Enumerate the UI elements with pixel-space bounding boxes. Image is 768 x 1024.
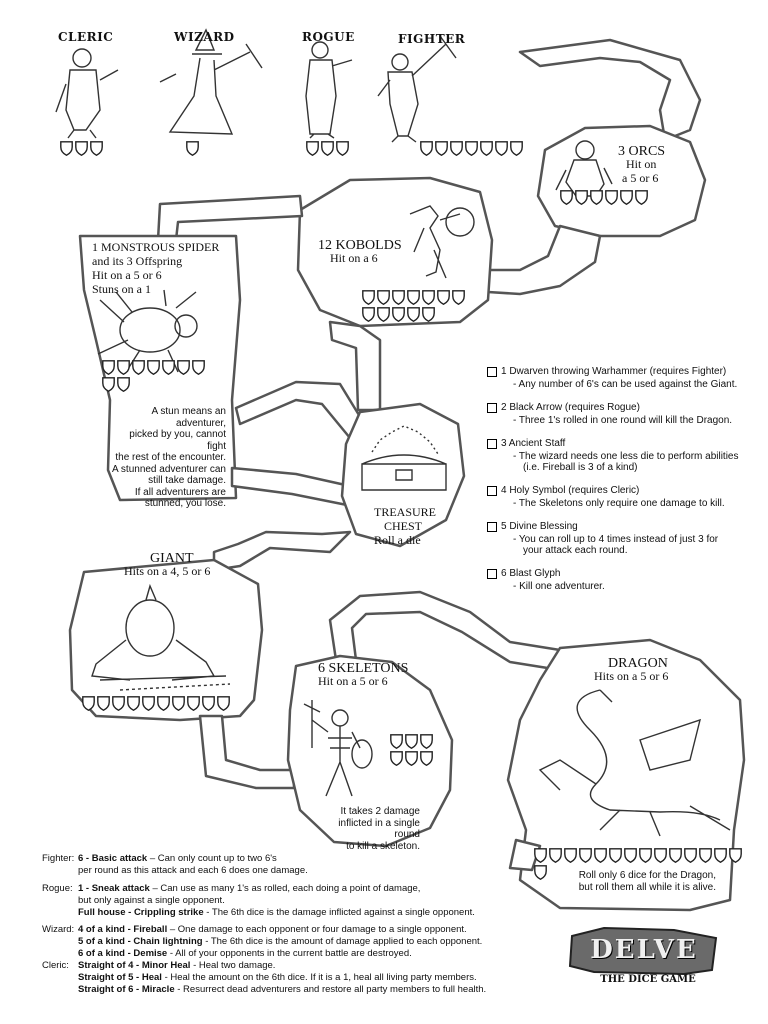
shield-icon[interactable] bbox=[714, 848, 727, 863]
cleric-abilities: Cleric: Straight of 4 - Minor Heal - Heal two damage. Straight of 5 - Heal - Heal the amount on the 6th dice. If it is a 1, heal all living party members. Straight of 6 - Miracle - Resurrect dead adventurers and restore all party members to full health. bbox=[42, 960, 487, 995]
shield-icon[interactable] bbox=[392, 290, 405, 305]
spider-hit-line: Hit on a 5 or 6 bbox=[92, 268, 162, 282]
checkbox[interactable] bbox=[487, 569, 497, 579]
treasure-title-line2: CHEST bbox=[384, 519, 423, 533]
shield-icon[interactable] bbox=[362, 307, 375, 322]
corridor-top bbox=[520, 40, 700, 140]
shield-icon[interactable] bbox=[620, 190, 633, 205]
shield-icon[interactable] bbox=[142, 696, 155, 711]
rogue-health-shields bbox=[306, 141, 349, 156]
shield-icon[interactable] bbox=[132, 360, 145, 375]
shield-icon[interactable] bbox=[390, 751, 403, 766]
shield-icon[interactable] bbox=[564, 848, 577, 863]
kobolds-health-shields bbox=[362, 290, 468, 322]
shield-icon[interactable] bbox=[127, 696, 140, 711]
spider-title: 1 MONSTROUS SPIDER bbox=[92, 240, 220, 254]
hero-name-cleric: CLERIC bbox=[58, 30, 114, 44]
shield-icon[interactable] bbox=[306, 141, 319, 156]
shield-icon[interactable] bbox=[450, 141, 463, 156]
shield-icon[interactable] bbox=[192, 360, 205, 375]
shield-icon[interactable] bbox=[217, 696, 230, 711]
kobolds-title: 12 KOBOLDS bbox=[318, 238, 402, 253]
shield-icon[interactable] bbox=[90, 141, 103, 156]
shield-icon[interactable] bbox=[377, 290, 390, 305]
hero-name-fighter: FIGHTER bbox=[398, 32, 466, 46]
shield-icon[interactable] bbox=[102, 360, 115, 375]
orcs-title: 3 ORCS bbox=[618, 144, 666, 159]
checkbox[interactable] bbox=[487, 367, 497, 377]
shield-icon[interactable] bbox=[435, 141, 448, 156]
cleric-figure bbox=[56, 49, 118, 138]
treasure-title-line1: TREASURE bbox=[374, 505, 437, 519]
shield-icon[interactable] bbox=[162, 360, 175, 375]
checkbox[interactable] bbox=[487, 439, 497, 449]
shield-icon[interactable] bbox=[405, 734, 418, 749]
shield-icon[interactable] bbox=[336, 141, 349, 156]
shield-icon[interactable] bbox=[639, 848, 652, 863]
shield-icon[interactable] bbox=[422, 290, 435, 305]
shield-icon[interactable] bbox=[407, 290, 420, 305]
giant-health-shields bbox=[82, 696, 242, 711]
corridor-treasure-giant bbox=[214, 532, 350, 570]
hero-name-rogue: ROGUE bbox=[302, 30, 355, 44]
logo-name: DELVE bbox=[590, 935, 698, 965]
spider-subtitle: and its 3 Offspring bbox=[92, 254, 183, 268]
shield-icon[interactable] bbox=[407, 307, 420, 322]
shield-icon[interactable] bbox=[97, 696, 110, 711]
shield-icon[interactable] bbox=[495, 141, 508, 156]
shield-icon[interactable] bbox=[147, 360, 160, 375]
spider-health-shields bbox=[102, 360, 212, 392]
treasure-loot-table bbox=[487, 366, 757, 604]
orcs-health-shields bbox=[560, 190, 666, 205]
shield-icon[interactable] bbox=[699, 848, 712, 863]
delve-logo bbox=[564, 922, 724, 992]
shield-icon[interactable] bbox=[579, 848, 592, 863]
shield-icon[interactable] bbox=[480, 141, 493, 156]
wizard-abilities: Wizard: 4 of a kind - Fireball – One damage to each opponent or four damage to a single opponent. 5 of a kind - Chain lightning - The 6th dice is the amount of damage applied to each opponent. 6 of a kind - Demise - All of your opponents in the current battle are destroyed. bbox=[42, 924, 483, 959]
shield-icon[interactable] bbox=[362, 290, 375, 305]
shield-icon[interactable] bbox=[420, 734, 433, 749]
shield-icon[interactable] bbox=[420, 751, 433, 766]
dragon-hit-line: Hits on a 5 or 6 bbox=[594, 669, 669, 683]
shield-icon[interactable] bbox=[605, 190, 618, 205]
skeletons-note: It takes 2 damage inflicted in a single round to kill a skeleton. bbox=[338, 806, 420, 852]
corridor-giant-skeletons bbox=[200, 716, 294, 788]
shield-icon[interactable] bbox=[60, 141, 73, 156]
shield-icon[interactable] bbox=[377, 307, 390, 322]
shield-icon[interactable] bbox=[75, 141, 88, 156]
shield-icon[interactable] bbox=[635, 190, 648, 205]
shield-icon[interactable] bbox=[590, 190, 603, 205]
spider-stun-note: A stun means an adventurer, picked by you, cannot fight the rest of the encounter. A stunned adventurer can still take damage. If all adventurers are stunned, you lose. bbox=[112, 406, 226, 509]
checkbox[interactable] bbox=[487, 522, 497, 532]
corridor-orcs-kobolds bbox=[488, 226, 600, 294]
loot-item: 6 Blast Glyph - Kill one adventurer. bbox=[487, 568, 757, 592]
orcs-hit-line1: Hit on bbox=[626, 157, 657, 171]
shield-icon[interactable] bbox=[157, 696, 170, 711]
corridor-spider-treasure bbox=[236, 382, 362, 438]
shield-icon[interactable] bbox=[82, 696, 95, 711]
shield-icon[interactable] bbox=[534, 865, 547, 880]
shield-icon[interactable] bbox=[609, 848, 622, 863]
loot-item: 3 Ancient Staff - The wizard needs one less die to perform abilities (i.e. Fireball is 3 of a kind) bbox=[487, 438, 757, 473]
shield-icon[interactable] bbox=[594, 848, 607, 863]
shield-icon[interactable] bbox=[669, 848, 682, 863]
shield-icon[interactable] bbox=[177, 360, 190, 375]
checkbox[interactable] bbox=[487, 403, 497, 413]
fighter-health-shields bbox=[420, 141, 530, 156]
shield-icon[interactable] bbox=[560, 190, 573, 205]
shield-icon[interactable] bbox=[321, 141, 334, 156]
shield-icon[interactable] bbox=[437, 290, 450, 305]
giant-title: GIANT bbox=[150, 551, 194, 566]
hero-name-wizard: WIZARD bbox=[174, 30, 235, 44]
shield-icon[interactable] bbox=[654, 848, 667, 863]
shield-icon[interactable] bbox=[624, 848, 637, 863]
shield-icon[interactable] bbox=[390, 734, 403, 749]
skeletons-health-shields bbox=[390, 734, 438, 766]
orcs-hit-line2: a 5 or 6 bbox=[622, 171, 659, 185]
shield-icon[interactable] bbox=[187, 696, 200, 711]
shield-icon[interactable] bbox=[452, 290, 465, 305]
shield-icon[interactable] bbox=[392, 307, 405, 322]
dragon-note: Roll only 6 dice for the Dragon, but roll them all while it is alive. bbox=[578, 870, 716, 893]
shield-icon[interactable] bbox=[684, 848, 697, 863]
dragon-title: DRAGON bbox=[608, 656, 668, 671]
loot-item: 5 Divine Blessing - You can roll up to 4 times instead of just 3 for your attack each round. bbox=[487, 521, 757, 556]
shield-icon[interactable] bbox=[186, 141, 199, 156]
logo-tagline: THE DICE GAME bbox=[600, 974, 696, 985]
treasure-roll-line: Roll a die bbox=[374, 533, 421, 547]
shield-icon[interactable] bbox=[117, 377, 130, 392]
giant-hit-line: Hits on a 4, 5 or 6 bbox=[124, 564, 211, 578]
shield-icon[interactable] bbox=[534, 848, 547, 863]
kobolds-hit-line: Hit on a 6 bbox=[330, 251, 378, 265]
fighter-figure bbox=[378, 36, 456, 142]
corridor-treasure-bottom bbox=[232, 468, 352, 506]
shield-icon[interactable] bbox=[465, 141, 478, 156]
shield-icon[interactable] bbox=[117, 360, 130, 375]
wizard-health-shields bbox=[186, 141, 199, 156]
fighter-abilities: Fighter: 6 - Basic attack – Can only count up to two 6's per round as this attack and each 6 does one damage. bbox=[42, 853, 308, 876]
loot-item: 4 Holy Symbol (requires Cleric) - The Skeletons only require one damage to kill. bbox=[487, 485, 757, 509]
loot-item: 2 Black Arrow (requires Rogue) - Three 1's rolled in one round will kill the Dragon. bbox=[487, 402, 757, 426]
loot-item: 1 Dwarven throwing Warhammer (requires Fighter) - Any number of 6's can be used against the Giant. bbox=[487, 366, 757, 390]
shield-icon[interactable] bbox=[729, 848, 742, 863]
shield-icon[interactable] bbox=[405, 751, 418, 766]
shield-icon[interactable] bbox=[422, 307, 435, 322]
shield-icon[interactable] bbox=[510, 141, 523, 156]
skeletons-title: 6 SKELETONS bbox=[318, 661, 409, 676]
shield-icon[interactable] bbox=[112, 696, 125, 711]
rogue-figure bbox=[306, 42, 352, 138]
wizard-figure bbox=[160, 30, 262, 134]
shield-icon[interactable] bbox=[202, 696, 215, 711]
shield-icon[interactable] bbox=[420, 141, 433, 156]
cleric-health-shields bbox=[60, 141, 103, 156]
spider-stun-line: Stuns on a 1 bbox=[92, 282, 152, 296]
rogue-abilities: Rogue: 1 - Sneak attack – Can use as many 1's as rolled, each doing a point of damage, but only against a single opponent. Full house - Crippling strike - The 6th dice is the damage inflicted against a single opponent. bbox=[42, 883, 475, 918]
checkbox[interactable] bbox=[487, 486, 497, 496]
corridor-kobolds-spider bbox=[158, 196, 302, 240]
skeletons-hit-line: Hit on a 5 or 6 bbox=[318, 674, 388, 688]
shield-icon[interactable] bbox=[549, 848, 562, 863]
shield-icon[interactable] bbox=[102, 377, 115, 392]
shield-icon[interactable] bbox=[172, 696, 185, 711]
shield-icon[interactable] bbox=[575, 190, 588, 205]
